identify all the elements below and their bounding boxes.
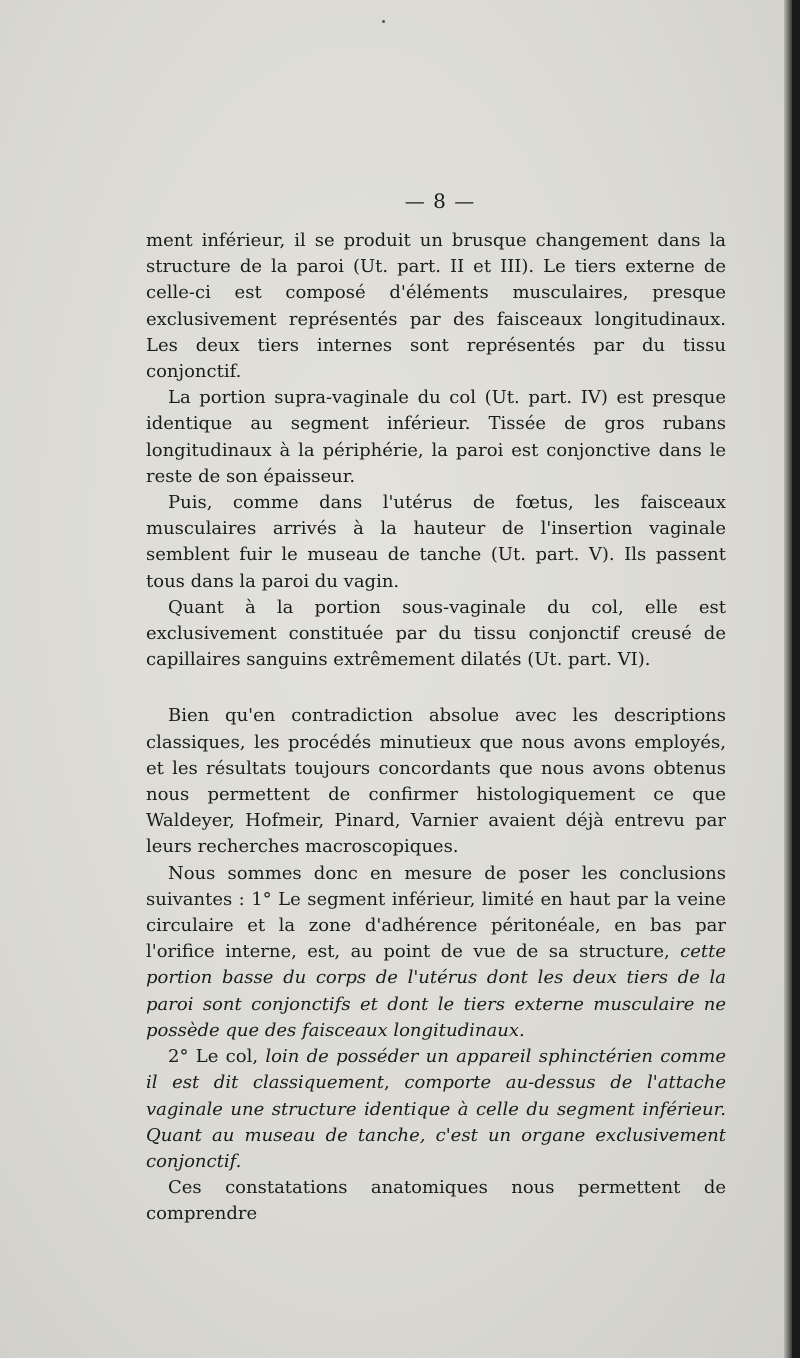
conclusion-1-italic: cette portion basse du corps de l'utérus dont les deux tiers de la paroi sont conjonctifs et dont le tiers externe musculaire ne possède que des faisceaux longitudinaux.: [146, 941, 726, 1041]
ink-speck: [382, 20, 385, 23]
paragraph-constatations: Ces constatations anatomiques nous permettent de comprendre: [146, 1177, 726, 1225]
paragraph-conclusion-2: [146, 1044, 726, 1175]
paragraph-contradiction: Bien qu'en contradiction absolue avec les descriptions classiques, les procédés minutieux que nous avons employés, et les résultats toujours concordants que nous avons obtenus nous permettent de confirmer histologiquement ce que Waldeyer, Hofmeir, Pinard, Varnier avaient déjà entrevu par leurs recherches macroscopiques.: [146, 705, 726, 858]
conclusion-2-italic-a: loin de posséder un appareil sphinctérien comme il est dit classiquement: [146, 1046, 726, 1094]
conclusion-2-intro: 2° Le col,: [168, 1046, 259, 1068]
conclusion-1-intro: Nous sommes donc en mesure de poser les conclusions suivantes : 1° Le segment inférieur, limité en haut par la veine circulaire et la zone d'adhérence péritonéale, en bas par l'orifice interne, est, au point de vue de sa structure,: [146, 862, 726, 963]
page-edge-shadow: [784, 0, 792, 1358]
paragraph-supra-vaginal: La portion supra-vaginale du col (Ut. part. IV) est presque identique au segment inférieur. Tissée de gros rubans longitudinaux à la périphérie, la paroi est conjonctive dans le reste de son épaisseur.: [146, 387, 726, 487]
conclusion-2-separator: ,: [384, 1072, 390, 1094]
paragraph-segment-structure: ment inférieur, il se produit un brusque changement dans la structure de la paroi (Ut. part. II et III). Le tiers externe de celle-ci est composé d'éléments musculaires, presque exclusivement représentés par des faisceaux longitudinaux. Les deux tiers internes sont représentés par du tissu conjonctif.: [146, 230, 726, 383]
conclusion-2-italic-b: comporte au-dessus de l'attache vaginale une structure identique à celle du segment inférieur. Quant au museau de tanche, c'est un organe exclusivement conjonctif.: [146, 1072, 726, 1172]
paragraph-foetus: Puis, comme dans l'utérus de fœtus, les faisceaux musculaires arrivés à la hauteur de l'insertion vaginale semblent fuir le museau de tanche (Ut. part. V). Ils passent tous dans la paroi du vagin.: [146, 492, 726, 592]
page-number: — 8 —: [404, 189, 476, 213]
body-text: [146, 228, 726, 1228]
paragraph-conclusion-1: [146, 861, 726, 1044]
paragraph-sous-vaginal: Quant à la portion sous-vaginale du col, elle est exclusivement constituée par du tissu conjonctif creusé de capillaires sanguins extrêmement dilatés (Ut. part. VI).: [146, 596, 726, 671]
